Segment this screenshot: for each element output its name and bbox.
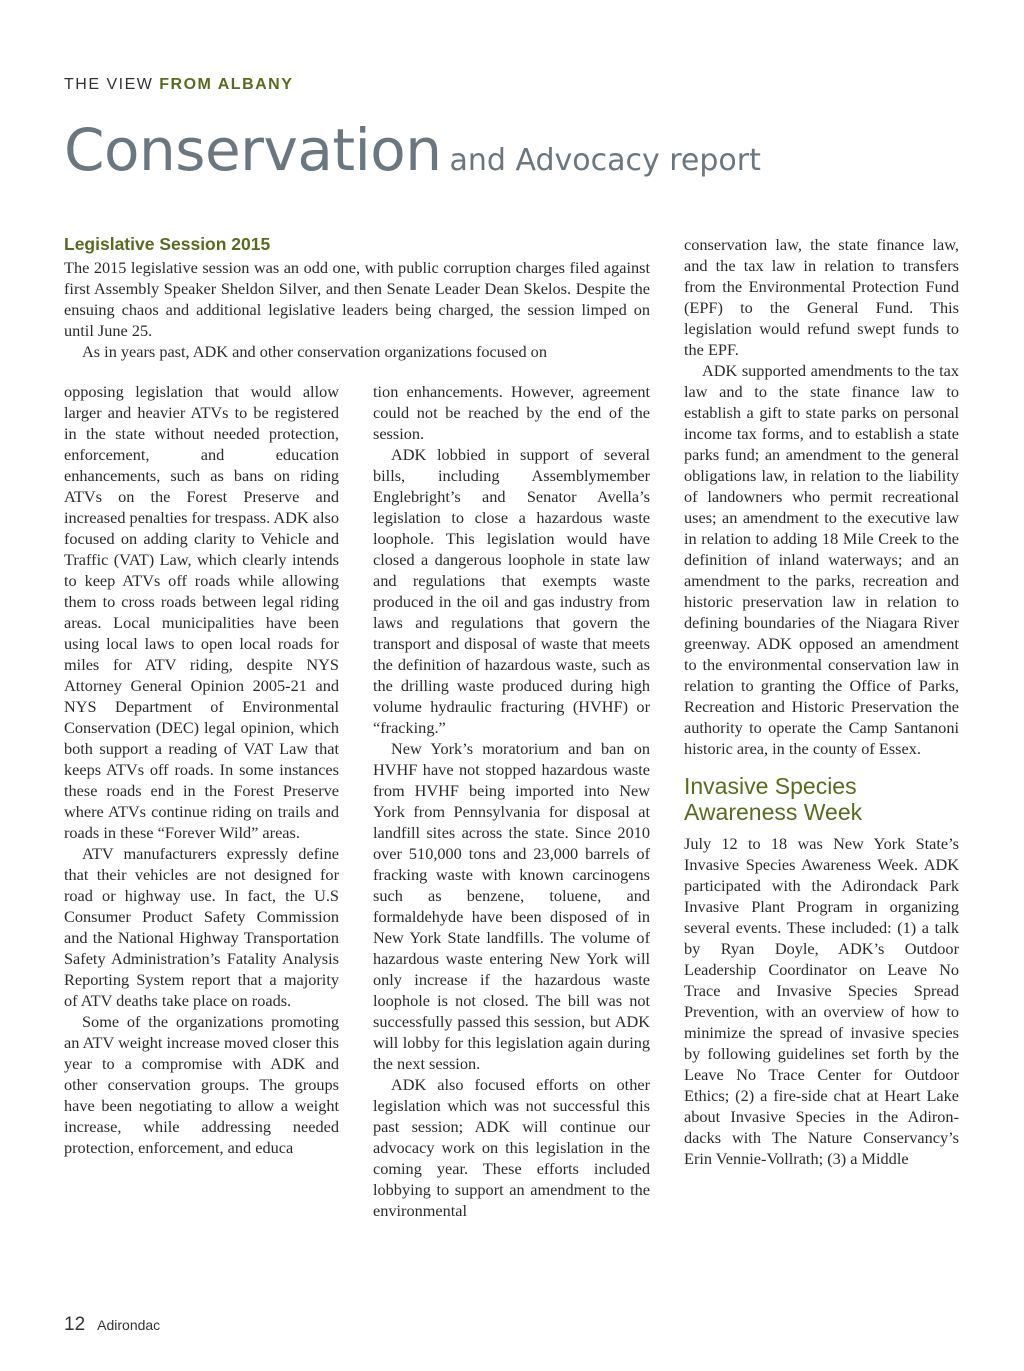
- col1-paragraph-2: ATV manufacturers expressly define that their vehicles are not designed for road or highway use. In fact, the U.S Consumer Product Safety Commission and the National Highway Transportation Safety Administration’s Fatality Analysis Reporting System report that a majority of ATV deaths take place on roads.: [64, 844, 339, 1010]
- page-title: [64, 116, 761, 184]
- intro-paragraph-2: As in years past, ADK and other conservation organizations focused on: [82, 342, 547, 361]
- column-2: [373, 381, 650, 1221]
- title-main: Conservation: [64, 116, 442, 184]
- col3-paragraph-2: ADK supported amendments to the tax law and to the state finance law to establish a gift to state parks on personal income tax forms, and to establish a state parks fund; an amendment to the general obligations law, in relation to the liability of landowners who permit recreational uses; an amendment to the executive law in relation to adding 18 Mile Creek to the definition of inland waterways; and an amendment to the parks, recreation and historic preservation law in relation to defining boundaries of the Niagara River greenway. ADK opposed an amendment to the environmental conservation law in relation to granting the Office of Parks, Recreation and Historic Preservation the authority to operate the Camp Santanoni historic area, in the county of Essex.: [684, 361, 959, 758]
- column-1: [64, 381, 339, 1158]
- col3-paragraph-3: July 12 to 18 was New York State’s Invasive Species Awareness Week. ADK participated with the Adirondack Park Invasive Plant Program in organizing several events. These included: (1) a talk by Ryan Doyle, ADK’s Outdoor Leadership Coordinator on Leave No Trace and Invasive Species Spread Prevention, with an overview of how to minimize the spread of invasive species by following guidelines set forth by the Leave No Trace Center for Outdoor Ethics; (2) a fire-side chat at Heart Lake about Invasive Species in the Adirondacks with The Nature Conservancy’s Erin Vennie-Vollrath; (3) a Middle: [684, 834, 959, 1168]
- section-gap: [684, 759, 959, 773]
- page-number: 12: [64, 1314, 86, 1335]
- section-heading-invasive: Invasive Species Awareness Week: [684, 773, 863, 825]
- intro-block: [64, 234, 650, 362]
- kicker-plain: THE VIEW: [64, 76, 160, 93]
- intro-paragraph-1: The 2015 legislative session was an odd one, with public corruption charges filed against first Assembly Speaker Sheldon Silver, and then Senate Leader Dean Skelos. Despite the ensuing chaos and additional legislative leaders being charged, the session limped on until June 25.: [64, 258, 650, 340]
- col3-paragraph-1: conservation law, the state finance law, and the tax law in relation to transfers from the Environmental Protection Fund (EPF) to the General Fund. This legislation would refund swept funds to the EPF.: [684, 235, 959, 359]
- section-heading-legislative: Legislative Session 2015: [64, 234, 271, 254]
- kicker-bold: FROM ALBANY: [159, 76, 294, 93]
- column-3: [684, 234, 959, 1169]
- title-sub: and Advocacy report: [449, 143, 761, 178]
- col2-paragraph-4: ADK also focused efforts on other legislation which was not successful this past session; ADK will continue our advocacy work on this legislation in the coming year. These efforts included lobbying to support an amendment to the environmental: [373, 1075, 650, 1220]
- col1-paragraph-3: Some of the organizations promoting an ATV weight increase moved closer this year to a compromise with ADK and other conservation groups. The groups have been negotiating to allow a weight increase, while addressing needed protection, enforcement, and educa: [64, 1012, 339, 1157]
- col2-paragraph-2: ADK lobbied in support of several bills, including Assemblymember Englebright’s and Senator Avella’s legislation to close a hazardous waste loophole. This legislation would have closed a dangerous loophole in state law and regulations that exempts waste produced in the oil and gas industry from laws and regulations that govern the transport and disposal of waste that meets the definition of hazardous waste, such as the drilling waste produced during high volume hydraulic fracturing (HVHF) or “fracking.”: [373, 445, 650, 737]
- section-kicker: [64, 76, 293, 94]
- magazine-name: Adirondac: [97, 1317, 161, 1333]
- page-footer: [64, 1314, 160, 1336]
- col2-paragraph-3: New York’s moratorium and ban on HVHF have not stopped hazardous waste from HVHF being imported into New York from Pennsylvania for disposal at landfill sites across the state. Since 2010 over 510,000 tons and 23,000 barrels of fracking waste with known carcinogens such as benzene, toluene, and formaldehyde have been disposed of in New York State landfills. The volume of hazardous waste entering New York will only increase if the hazardous waste loophole is not closed. The bill was not successfully passed this session, but ADK will lobby for this legislation again during the next session.: [373, 739, 650, 1073]
- col2-paragraph-1: tion enhancements. However, agreement could not be reached by the end of the session.: [373, 382, 650, 443]
- col1-paragraph-1: opposing legislation that would allow larger and heavier ATVs to be registered in the state without needed protection, enforcement, and education enhancements, such as bans on riding ATVs on the Forest Preserve and increased penalties for trespass. ADK also focused on adding clarity to Vehicle and Traffic (VAT) Law, which clearly intends to keep ATVs off roads while allowing them to cross roads between legal riding areas. Local municipalities have been using local laws to open local roads for miles for ATV riding, despite NYS Attorney General Opinion 2005-21 and NYS Department of Environmental Conservation (DEC) legal opinion, which both support a reading of VAT Law that keeps ATVs off roads. In some instances these roads end in the Forest Preserve where ATVs continue riding on trails and roads in these “Forever Wild” areas.: [64, 382, 339, 842]
